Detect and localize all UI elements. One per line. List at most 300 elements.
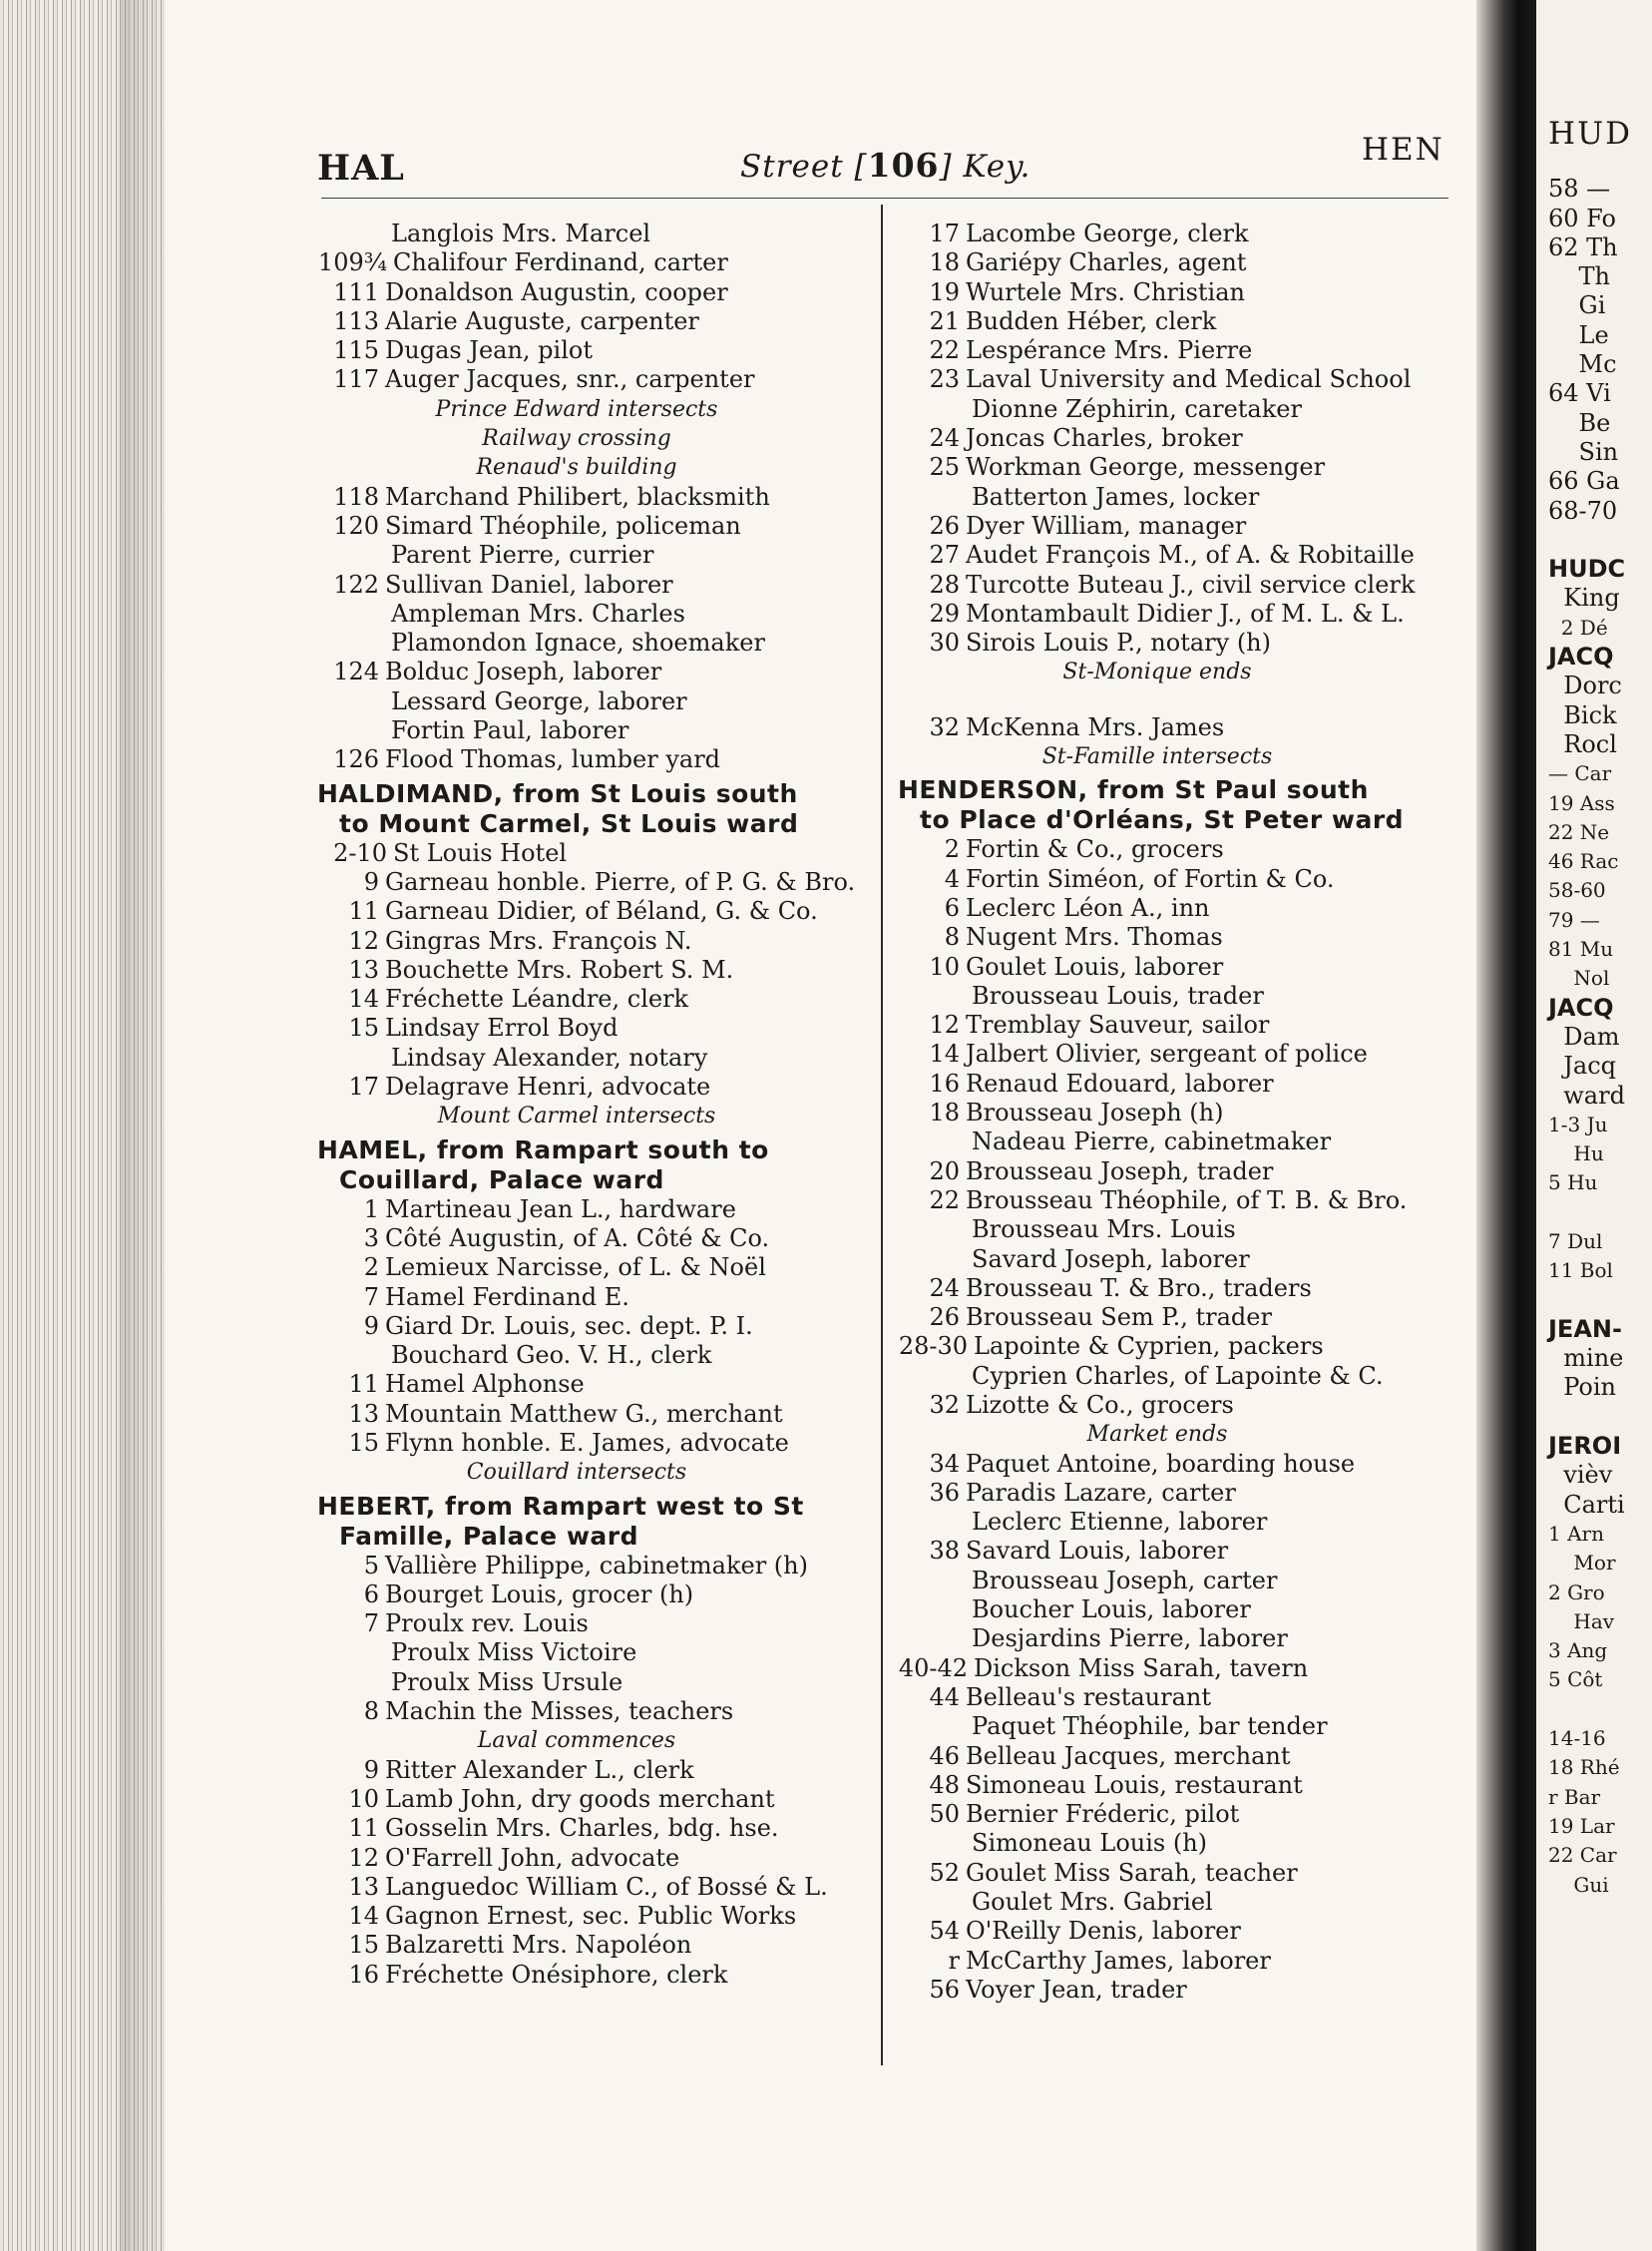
- house-number: [317, 629, 385, 658]
- facing-page-line: 62 Th: [1548, 232, 1618, 261]
- street-heading: HAMEL, from Rampart south to: [317, 1134, 769, 1164]
- directory-entry: [317, 1814, 876, 1843]
- resident-entry: Boucher Louis, laborer: [972, 1595, 1251, 1624]
- directory-entry: [898, 600, 1456, 629]
- house-number: 24: [929, 424, 960, 453]
- directory-entry: [898, 278, 1456, 307]
- resident-entry: Workman George, messenger: [966, 453, 1326, 482]
- directory-entry: [898, 1742, 1456, 1771]
- directory-entry: [317, 1580, 876, 1609]
- facing-page: [1536, 0, 1652, 2251]
- house-number: 11: [348, 897, 379, 926]
- facing-page-line: Mc: [1548, 350, 1617, 379]
- house-number: 38: [929, 1537, 960, 1566]
- house-number: [317, 687, 385, 716]
- facing-page-line: 5 Hu: [1548, 1170, 1598, 1195]
- resident-entry: Nadeau Pierre, cabinetmaker: [972, 1127, 1332, 1156]
- resident-entry: Auger Jacques, snr., carpenter: [385, 365, 755, 394]
- resident-entry: Côté Augustin, of A. Côté & Co.: [385, 1223, 770, 1252]
- directory-entry: [317, 1961, 876, 1990]
- directory-entry: [317, 1552, 876, 1580]
- house-number: 40-42: [898, 1653, 968, 1682]
- directory-entry: [898, 1888, 1456, 1917]
- directory-entry: [317, 1400, 876, 1429]
- house-number: 22: [929, 336, 960, 365]
- resident-entry: McCarthy James, laborer: [966, 1946, 1271, 1975]
- facing-page-line: Dam: [1548, 1022, 1620, 1051]
- house-number: 20: [929, 1156, 960, 1185]
- directory-entry: [898, 248, 1456, 277]
- facing-page-line: [1548, 526, 1632, 555]
- directory-entry: [898, 1976, 1456, 2005]
- resident-entry: Belleau Jacques, merchant: [966, 1741, 1291, 1770]
- house-number: 56: [929, 1975, 960, 2004]
- resident-entry: Joncas Charles, broker: [966, 424, 1243, 453]
- directory-entry: [898, 894, 1456, 923]
- resident-entry: Lespérance Mrs. Pierre: [966, 336, 1253, 365]
- resident-entry: Desjardins Pierre, laborer: [972, 1624, 1288, 1653]
- house-number: 24: [929, 1273, 960, 1302]
- facing-page-line: 68-70: [1548, 496, 1618, 525]
- resident-entry: Dionne Zéphirin, caretaker: [972, 394, 1302, 423]
- facing-page-line: 66 Ga: [1548, 467, 1620, 496]
- directory-entry: [317, 629, 876, 658]
- resident-entry: Ritter Alexander L., clerk: [385, 1755, 694, 1784]
- intersection-note: St-Famille intersects: [1041, 744, 1273, 770]
- directory-entry: [898, 982, 1456, 1011]
- house-number: 17: [348, 1073, 379, 1102]
- facing-page-line: JEROI: [1548, 1432, 1622, 1461]
- resident-entry: Cyprien Charles, of Lapointe & C.: [972, 1361, 1384, 1390]
- house-number: [898, 1508, 966, 1537]
- resident-entry: Fortin Siméon, of Fortin & Co.: [966, 864, 1335, 893]
- resident-entry: Simoneau Louis, restaurant: [966, 1770, 1303, 1799]
- resident-entry: Lacombe George, clerk: [966, 220, 1249, 247]
- resident-entry: Flood Thomas, lumber yard: [385, 745, 721, 774]
- directory-entry: [317, 1312, 876, 1341]
- facing-page-line: Be: [1548, 408, 1611, 437]
- resident-entry: Gosselin Mrs. Charles, bdg. hse.: [385, 1814, 779, 1843]
- house-number: 2-10: [333, 838, 387, 867]
- resident-entry: Savard Louis, laborer: [966, 1537, 1229, 1566]
- resident-entry: Paradis Lazare, carter: [966, 1478, 1236, 1507]
- resident-entry: Budden Héber, clerk: [966, 306, 1217, 335]
- resident-entry: Bourget Louis, grocer (h): [385, 1579, 694, 1608]
- resident-entry: Dugas Jean, pilot: [385, 336, 593, 365]
- resident-entry: Lamb John, dry goods merchant: [385, 1784, 775, 1813]
- directory-entry: [898, 1245, 1456, 1274]
- directory-entry: [898, 1070, 1456, 1099]
- resident-entry: Bouchard Geo. V. H., clerk: [391, 1341, 712, 1370]
- intersection-note: Railway crossing: [482, 426, 671, 452]
- house-number: 2: [944, 835, 960, 864]
- facing-page-line: 79 —: [1548, 907, 1600, 932]
- page-shadow: [120, 0, 170, 2251]
- directory-entry: [317, 278, 876, 307]
- resident-entry: Dickson Miss Sarah, tavern: [974, 1653, 1309, 1682]
- directory-entry: [317, 839, 876, 868]
- directory-entry: [898, 1157, 1456, 1186]
- directory-entry: [898, 220, 1456, 248]
- resident-entry: Gagnon Ernest, sec. Public Works: [385, 1902, 797, 1931]
- directory-entry: [317, 600, 876, 629]
- directory-entry: [898, 1712, 1456, 1741]
- resident-entry: Martineau Jean L., hardware: [385, 1194, 736, 1223]
- house-number: 15: [348, 1931, 379, 1960]
- directory-entry: [317, 512, 876, 541]
- directory-entry: [317, 1902, 876, 1931]
- resident-entry: Brousseau Joseph (h): [966, 1099, 1224, 1127]
- directory-entry: [898, 1303, 1456, 1332]
- resident-entry: Brousseau Théophile, of T. B. & Bro.: [966, 1185, 1408, 1214]
- resident-entry: Brousseau Mrs. Louis: [972, 1215, 1236, 1244]
- resident-entry: Lindsay Alexander, notary: [391, 1043, 708, 1072]
- street-heading: HEBERT, from Rampart west to St: [317, 1491, 804, 1521]
- directory-entry: [898, 1567, 1456, 1595]
- facing-page-line: Carti: [1548, 1490, 1625, 1519]
- resident-entry: McKenna Mrs. James: [966, 712, 1225, 741]
- directory-entry: [898, 1127, 1456, 1156]
- house-number: 32: [929, 1390, 960, 1419]
- directory-entry: [317, 1429, 876, 1458]
- directory-entry: [898, 336, 1456, 365]
- street-heading-continued: to Place d'Orléans, St Peter ward: [920, 805, 1405, 835]
- directory-entry: [317, 1370, 876, 1399]
- resident-entry: Garneau Didier, of Béland, G. & Co.: [385, 897, 818, 926]
- resident-entry: O'Reilly Denis, laborer: [966, 1917, 1241, 1946]
- resident-entry: Alarie Auguste, carpenter: [385, 306, 699, 335]
- directory-entry: [898, 1683, 1456, 1712]
- facing-page-line: mine: [1548, 1344, 1624, 1373]
- directory-entry: [317, 1668, 876, 1697]
- facing-page-line: 22 Car: [1548, 1843, 1617, 1868]
- resident-entry: Batterton James, locker: [972, 482, 1260, 511]
- resident-entry: Renaud Edouard, laborer: [966, 1069, 1274, 1098]
- resident-entry: Vallière Philippe, cabinetmaker (h): [385, 1551, 808, 1579]
- house-number: 21: [929, 306, 960, 335]
- resident-entry: Goulet Mrs. Gabriel: [972, 1888, 1213, 1917]
- resident-entry: Parent Pierre, currier: [391, 541, 654, 570]
- house-number: 109¾: [317, 248, 387, 277]
- resident-entry: Brousseau Sem P., trader: [966, 1303, 1272, 1332]
- resident-entry: Lizotte & Co., grocers: [966, 1390, 1234, 1419]
- house-number: [898, 1567, 966, 1595]
- facing-page-line: Jacq: [1548, 1052, 1616, 1081]
- directory-entry: [317, 1014, 876, 1043]
- directory-entry: [898, 1654, 1456, 1683]
- facing-page-line: Hu: [1548, 1141, 1604, 1166]
- running-head-center: [740, 146, 1031, 185]
- facing-page-line: Bick: [1548, 700, 1617, 729]
- house-number: 36: [929, 1478, 960, 1507]
- header-rule: [321, 198, 1448, 199]
- spacer: [898, 687, 1456, 713]
- house-number: 16: [348, 1960, 379, 1989]
- house-number: 26: [929, 511, 960, 540]
- facing-page-line: Th: [1548, 262, 1610, 291]
- street-heading-continued: to Mount Carmel, St Louis ward: [339, 808, 799, 838]
- house-number: 34: [929, 1449, 960, 1478]
- running-head-street-key-post: ] Key.: [939, 149, 1032, 185]
- resident-entry: Marchand Philibert, blacksmith: [385, 482, 770, 511]
- directory-entry: [898, 1215, 1456, 1244]
- resident-entry: Flynn honble. E. James, advocate: [385, 1428, 789, 1457]
- directory-entry: [317, 1195, 876, 1224]
- resident-entry: Proulx rev. Louis: [385, 1609, 589, 1638]
- directory-entry: [898, 1479, 1456, 1508]
- facing-page-line: [1548, 1286, 1632, 1315]
- resident-entry: Brousseau Joseph, trader: [966, 1156, 1274, 1185]
- facing-page-line: 14-16: [1548, 1726, 1606, 1751]
- house-number: 12: [348, 1843, 379, 1872]
- directory-entry: [898, 713, 1456, 742]
- resident-entry: Fréchette Onésiphore, clerk: [385, 1960, 728, 1989]
- directory-entry: [898, 424, 1456, 453]
- directory-entry: [898, 307, 1456, 336]
- house-number: [898, 1624, 966, 1653]
- facing-page-line: 3 Ang: [1548, 1638, 1608, 1663]
- facing-page-line: r Bar: [1548, 1784, 1601, 1809]
- resident-entry: Montambault Didier J., of M. L. & L.: [966, 599, 1405, 628]
- resident-entry: Lemieux Narcisse, of L. & Noël: [385, 1253, 766, 1282]
- resident-entry: Wurtele Mrs. Christian: [966, 277, 1245, 306]
- facing-page-line: [1548, 1198, 1632, 1227]
- resident-entry: Voyer Jean, trader: [966, 1975, 1187, 2004]
- directory-entry: [898, 1595, 1456, 1624]
- directory-entry: [898, 923, 1456, 952]
- directory-entry: [317, 1073, 876, 1102]
- facing-page-line: JACQ: [1548, 643, 1614, 672]
- directory-entry: [898, 1011, 1456, 1040]
- house-number: 124: [333, 658, 379, 686]
- resident-entry: Bolduc Joseph, laborer: [385, 658, 662, 686]
- directory-entry: [317, 927, 876, 956]
- directory-entry: [898, 1829, 1456, 1858]
- resident-entry: Bouchette Mrs. Robert S. M.: [385, 955, 734, 984]
- street-heading: HALDIMAND, from St Louis south: [317, 778, 798, 808]
- house-number: [898, 1829, 966, 1858]
- resident-entry: Sirois Louis P., notary (h): [966, 629, 1271, 658]
- house-number: 15: [348, 1014, 379, 1043]
- resident-entry: Fréchette Léandre, clerk: [385, 985, 689, 1014]
- house-number: 120: [333, 511, 379, 540]
- directory-entry: [317, 365, 876, 394]
- house-number: 126: [333, 745, 379, 774]
- directory-entry: [898, 1391, 1456, 1420]
- house-number: 10: [348, 1784, 379, 1813]
- house-number: 4: [944, 864, 960, 893]
- house-number: 18: [929, 248, 960, 277]
- facing-page-line: JACQ: [1548, 993, 1614, 1022]
- house-number: 14: [348, 985, 379, 1014]
- facing-page-line: Mor: [1548, 1551, 1616, 1576]
- directory-entry: [317, 571, 876, 600]
- facing-page-line: — Car: [1548, 761, 1612, 786]
- intersection-note: Prince Edward intersects: [435, 396, 718, 422]
- house-number: [898, 1127, 966, 1156]
- facing-page-line: 11 Bol: [1548, 1258, 1613, 1283]
- house-number: 12: [348, 926, 379, 955]
- directory-entry: [317, 248, 876, 277]
- intersection-note: St-Monique ends: [1062, 660, 1252, 685]
- resident-entry: Mountain Matthew G., merchant: [385, 1399, 783, 1428]
- house-number: 7: [363, 1609, 379, 1638]
- house-number: 113: [333, 306, 379, 335]
- resident-entry: St Louis Hotel: [393, 838, 568, 867]
- resident-entry: Delagrave Henri, advocate: [385, 1073, 711, 1102]
- house-number: 52: [929, 1858, 960, 1887]
- resident-entry: Lapointe & Cyprien, packers: [974, 1332, 1324, 1361]
- house-number: [898, 395, 966, 424]
- directory-entry: [317, 956, 876, 985]
- house-number: 1: [363, 1194, 379, 1223]
- resident-entry: Donaldson Augustin, cooper: [385, 277, 728, 306]
- column-divider: [881, 205, 883, 2065]
- directory-entry: [317, 1873, 876, 1902]
- running-head-street-key-pre: Street [: [740, 149, 868, 185]
- directory-entry: [317, 1785, 876, 1814]
- house-number: 23: [929, 365, 960, 394]
- house-number: 11: [348, 1814, 379, 1843]
- facing-page-line: 19 Ass: [1548, 790, 1615, 815]
- house-number: 32: [929, 712, 960, 741]
- house-number: 6: [944, 893, 960, 922]
- resident-entry: Savard Joseph, laborer: [972, 1244, 1250, 1273]
- resident-entry: Tremblay Sauveur, sailor: [966, 1011, 1270, 1040]
- resident-entry: Gingras Mrs. François N.: [385, 926, 692, 955]
- facing-page-line: [1548, 1403, 1632, 1432]
- house-number: 5: [363, 1551, 379, 1579]
- facing-page-line: Rocl: [1548, 729, 1617, 758]
- directory-entry: [898, 1040, 1456, 1069]
- facing-page-line: Dorc: [1548, 672, 1622, 700]
- street-heading-continued: Famille, Palace ward: [339, 1521, 639, 1551]
- directory-column-right: [898, 220, 1456, 2005]
- directory-entry: [898, 865, 1456, 894]
- directory-entry: [898, 629, 1456, 658]
- intersection-note: Renaud's building: [476, 455, 677, 481]
- directory-entry: [898, 953, 1456, 982]
- house-number: 14: [348, 1902, 379, 1931]
- house-number: [317, 1044, 385, 1073]
- resident-entry: Proulx Miss Victoire: [391, 1638, 637, 1667]
- directory-entry: [317, 483, 876, 512]
- directory-entry: [898, 1947, 1456, 1976]
- directory-entry: [317, 1253, 876, 1282]
- resident-entry: Simard Théophile, policeman: [385, 511, 741, 540]
- house-number: 22: [929, 1185, 960, 1214]
- house-number: 8: [944, 923, 960, 952]
- intersection-note: Couillard intersects: [466, 1460, 687, 1486]
- house-number: 13: [348, 1872, 379, 1901]
- house-number: 13: [348, 955, 379, 984]
- resident-entry: Hamel Alphonse: [385, 1370, 585, 1399]
- house-number: 15: [348, 1428, 379, 1457]
- facing-page-line: Sin: [1548, 437, 1619, 466]
- directory-entry: [317, 1844, 876, 1873]
- resident-entry: Paquet Théophile, bar tender: [972, 1712, 1328, 1741]
- directory-entry: [317, 658, 876, 686]
- page-number: 106: [867, 146, 940, 185]
- house-number: 117: [333, 365, 379, 394]
- house-number: 54: [929, 1917, 960, 1946]
- directory-entry: [898, 453, 1456, 482]
- street-heading-continued: Couillard, Palace ward: [339, 1164, 664, 1194]
- resident-entry: O'Farrell John, advocate: [385, 1843, 680, 1872]
- facing-page-line: 81 Mu: [1548, 937, 1614, 962]
- directory-entry: [898, 1859, 1456, 1888]
- house-number: [898, 1888, 966, 1917]
- directory-entry: [898, 1332, 1456, 1361]
- resident-entry: Brousseau Joseph, carter: [972, 1566, 1278, 1594]
- resident-entry: Nugent Mrs. Thomas: [966, 923, 1223, 952]
- intersection-note: Mount Carmel intersects: [437, 1104, 716, 1129]
- directory-entry: [898, 483, 1456, 512]
- house-number: 44: [929, 1682, 960, 1711]
- house-number: r: [948, 1946, 960, 1975]
- resident-entry: Leclerc Léon A., inn: [966, 893, 1210, 922]
- resident-entry: Fortin & Co., grocers: [966, 835, 1224, 864]
- facing-page-line: 60 Fo: [1548, 204, 1616, 232]
- house-number: 122: [333, 570, 379, 599]
- house-number: 50: [929, 1800, 960, 1829]
- facing-page-line: Hav: [1548, 1608, 1615, 1633]
- house-number: [898, 982, 966, 1011]
- directory-entry: [317, 687, 876, 716]
- facing-page-line: 7 Dul: [1548, 1228, 1603, 1253]
- directory-entry: [317, 897, 876, 926]
- intersection-note: Laval commences: [477, 1728, 676, 1754]
- facing-page-line: Nol: [1548, 966, 1610, 991]
- facing-page-line: 1-3 Ju: [1548, 1112, 1608, 1136]
- directory-entry: [898, 1624, 1456, 1653]
- house-number: 3: [363, 1223, 379, 1252]
- house-number: 12: [929, 1011, 960, 1040]
- resident-entry: Ampleman Mrs. Charles: [391, 599, 685, 628]
- resident-entry: Fortin Paul, laborer: [391, 716, 629, 745]
- directory-entry: [898, 1917, 1456, 1946]
- resident-entry: Sullivan Daniel, laborer: [385, 570, 673, 599]
- resident-entry: Balzaretti Mrs. Napoléon: [385, 1931, 692, 1960]
- house-number: 28-30: [898, 1332, 968, 1361]
- directory-entry: [317, 307, 876, 336]
- directory-entry: [317, 1341, 876, 1370]
- facing-page-line: HUDC: [1548, 555, 1626, 584]
- resident-entry: Goulet Miss Sarah, teacher: [966, 1858, 1298, 1887]
- house-number: 8: [363, 1697, 379, 1726]
- directory-entry: [317, 1283, 876, 1312]
- house-number: 10: [929, 952, 960, 981]
- facing-page-line: 2 Dé: [1548, 615, 1608, 640]
- house-number: [898, 1595, 966, 1624]
- directory-entry: [317, 1931, 876, 1960]
- resident-entry: Simoneau Louis (h): [972, 1829, 1208, 1858]
- house-number: 13: [348, 1399, 379, 1428]
- house-number: 29: [929, 599, 960, 628]
- facing-page-line: 64 Vi: [1548, 379, 1611, 408]
- house-number: [317, 600, 385, 629]
- directory-entry: [317, 868, 876, 897]
- directory-entry: [317, 1224, 876, 1253]
- resident-entry: Brousseau Louis, trader: [972, 981, 1264, 1010]
- resident-entry: Proulx Miss Ursule: [391, 1667, 623, 1696]
- directory-entry: [317, 1756, 876, 1785]
- house-number: 46: [929, 1741, 960, 1770]
- house-number: 18: [929, 1099, 960, 1127]
- house-number: [898, 1215, 966, 1244]
- directory-entry: [898, 1362, 1456, 1391]
- facing-page-line: Poin: [1548, 1373, 1617, 1402]
